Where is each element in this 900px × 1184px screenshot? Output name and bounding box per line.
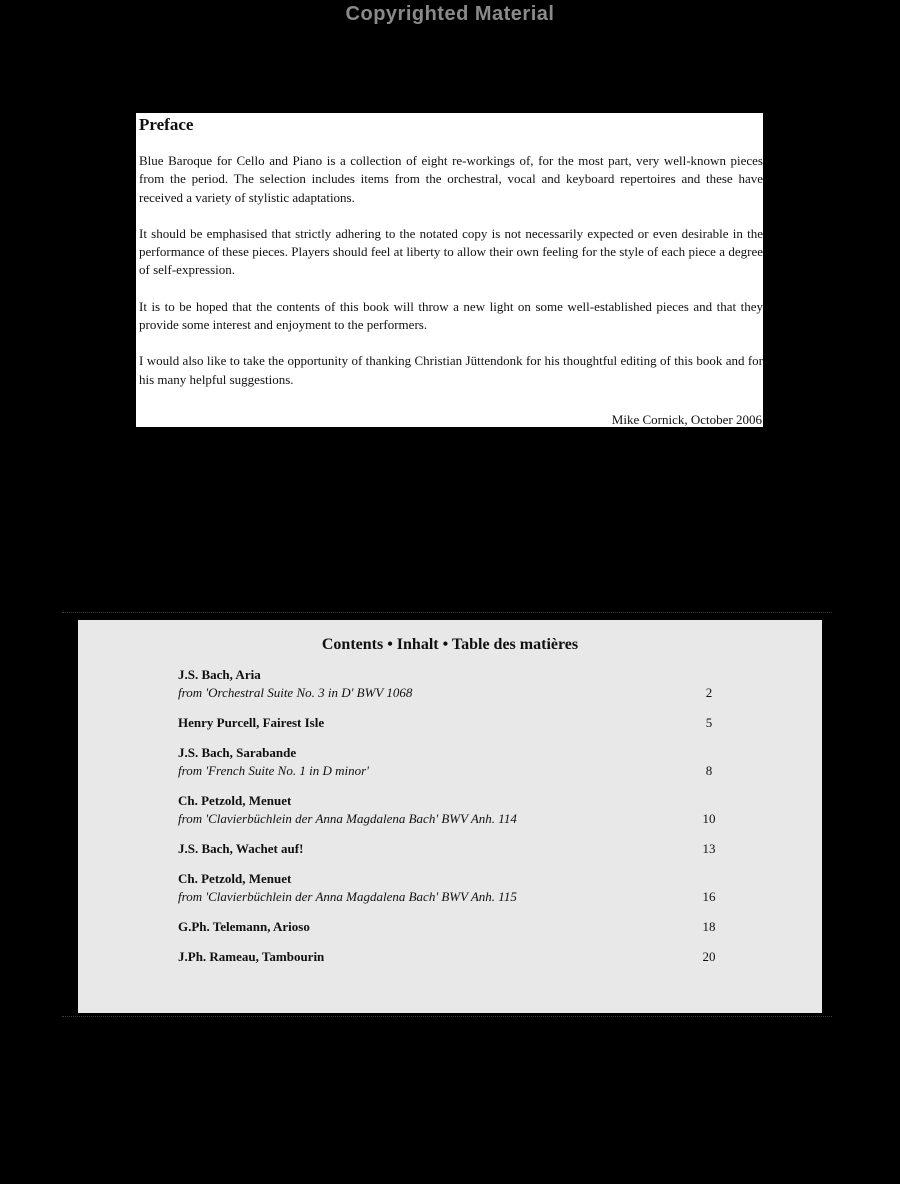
entry-page-number: 18: [702, 919, 716, 934]
preface-paragraph-4: I would also like to take the opportunity of thanking Christian Jüttendonk for his thoughtful editing of this book and for his many helpful suggestions.: [139, 353, 763, 387]
entry-page-number: 20: [702, 949, 716, 964]
entry-page-number: 5: [705, 715, 713, 730]
entry-title: Henry Purcell, Fairest Isle: [178, 715, 325, 730]
contents-entry: [178, 792, 724, 828]
preface-section: [136, 113, 763, 427]
contents-entry: [178, 744, 724, 780]
entry-title: Ch. Petzold, Menuet: [178, 793, 292, 808]
entry-subtitle: from 'Clavierbüchlein der Anna Magdalena Bach' BWV Anh. 115: [178, 889, 517, 904]
preface-signature: Mike Cornick, October 2006: [611, 412, 762, 427]
preface-title: Preface: [139, 115, 194, 134]
contents-entry: [178, 948, 724, 966]
contents-title: Contents • Inhalt • Table des matières: [321, 636, 579, 653]
entry-title: J.S. Bach, Sarabande: [178, 745, 297, 760]
entry-page-number: 8: [705, 763, 713, 778]
entry-title: G.Ph. Telemann, Arioso: [178, 919, 310, 934]
entry-subtitle: from 'Clavierbüchlein der Anna Magdalena Bach' BWV Anh. 114: [178, 811, 517, 826]
contents-entry: [178, 870, 724, 906]
entry-page-number: 2: [705, 685, 713, 700]
entry-title: Ch. Petzold, Menuet: [178, 871, 292, 886]
divider-bottom: [62, 1016, 832, 1017]
contents-entry: [178, 714, 724, 732]
entry-page-number: 13: [702, 841, 716, 856]
copyright-watermark: Copyrighted Material: [345, 3, 555, 25]
contents-entry: [178, 918, 724, 936]
preface-paragraph-1: Blue Baroque for Cello and Piano is a collection of eight re-workings of, for the most part, very well-known pieces from the period. The selection includes items from the orchestral, vocal and keyboard repertoires and these have received a variety of stylistic adaptations.: [139, 153, 763, 205]
preface-paragraph-2: It should be emphasised that strictly adhering to the notated copy is not necessarily expected or even desirable in the performance of these pieces. Players should feel at liberty to allow their own feeling for the style of each piece a degree of self-expression.: [139, 225, 763, 278]
contents-entry: [178, 840, 724, 858]
contents-section: [78, 620, 822, 1013]
entry-subtitle: from 'Orchestral Suite No. 3 in D' BWV 1068: [178, 685, 413, 700]
entry-title: J.S. Bach, Wachet auf!: [178, 841, 304, 856]
preface-paragraph-3: It is to be hoped that the contents of this book will throw a new light on some well-established pieces and that they provide some interest and enjoyment to the performers.: [139, 298, 763, 333]
entry-page-number: 16: [702, 889, 716, 904]
entry-title: J.Ph. Rameau, Tambourin: [178, 949, 325, 964]
entry-page-number: 10: [702, 811, 716, 826]
divider-top: [62, 612, 832, 613]
entry-title: J.S. Bach, Aria: [178, 667, 261, 682]
contents-entry: [178, 666, 724, 702]
entry-subtitle: from 'French Suite No. 1 in D minor': [178, 763, 369, 778]
contents-list: [178, 666, 724, 978]
